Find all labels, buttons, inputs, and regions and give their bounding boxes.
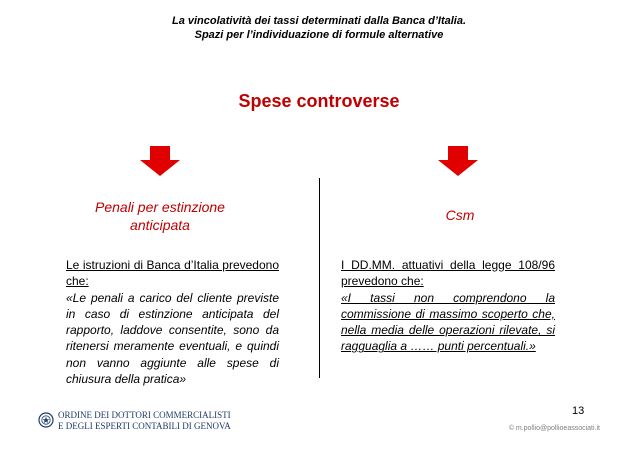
- left-column-heading: [60, 198, 260, 234]
- down-arrow-icon: [140, 146, 180, 176]
- org-line-2: E DEGLI ESPERTI CONTABILI DI GENOVA: [58, 421, 231, 431]
- credit-text: © m.pollio@pollioeassociati.it: [508, 425, 600, 432]
- left-quote: «Le penali a carico del cliente previste in caso di estinzione anticipata del rapporto, laddove consentite, sono da ritenersi meramente eventuali, e quindi non vanno aggiunte alle spese di chiusura della pratica»: [66, 290, 279, 387]
- header-line-1: La vincolatività dei tassi determinati dalla Banca d’Italia.: [171, 15, 467, 27]
- header-line-2: Spazi per l’individuazione di formule alternative: [194, 29, 444, 41]
- org-line-1: ORDINE DEI DOTTORI COMMERCIALISTI: [58, 410, 231, 420]
- slide-header: [0, 14, 638, 42]
- left-intro: Le istruzioni di Banca d’Italia prevedono che:: [66, 258, 279, 289]
- seal-logo-icon: [38, 412, 54, 428]
- right-intro: I DD.MM. attuativi della legge 108/96 prevedono che:: [341, 258, 555, 289]
- column-divider: [319, 178, 320, 378]
- left-heading-line-1: Penali per estinzione: [95, 199, 225, 215]
- left-heading-line-2: anticipata: [130, 217, 190, 233]
- right-quote: «I tassi non comprendono la commissione di massimo scoperto che, nella media delle operazioni rilevate, si ragguaglia a …… punti percentuali.»: [341, 290, 555, 354]
- section-title: Spese controverse: [238, 91, 400, 111]
- left-column-text: [66, 257, 279, 387]
- right-column-heading: Csm: [445, 207, 475, 223]
- organization-name: [58, 410, 231, 432]
- page-number: 13: [572, 405, 585, 417]
- down-arrow-icon: [438, 146, 478, 176]
- right-column-text: [341, 257, 555, 355]
